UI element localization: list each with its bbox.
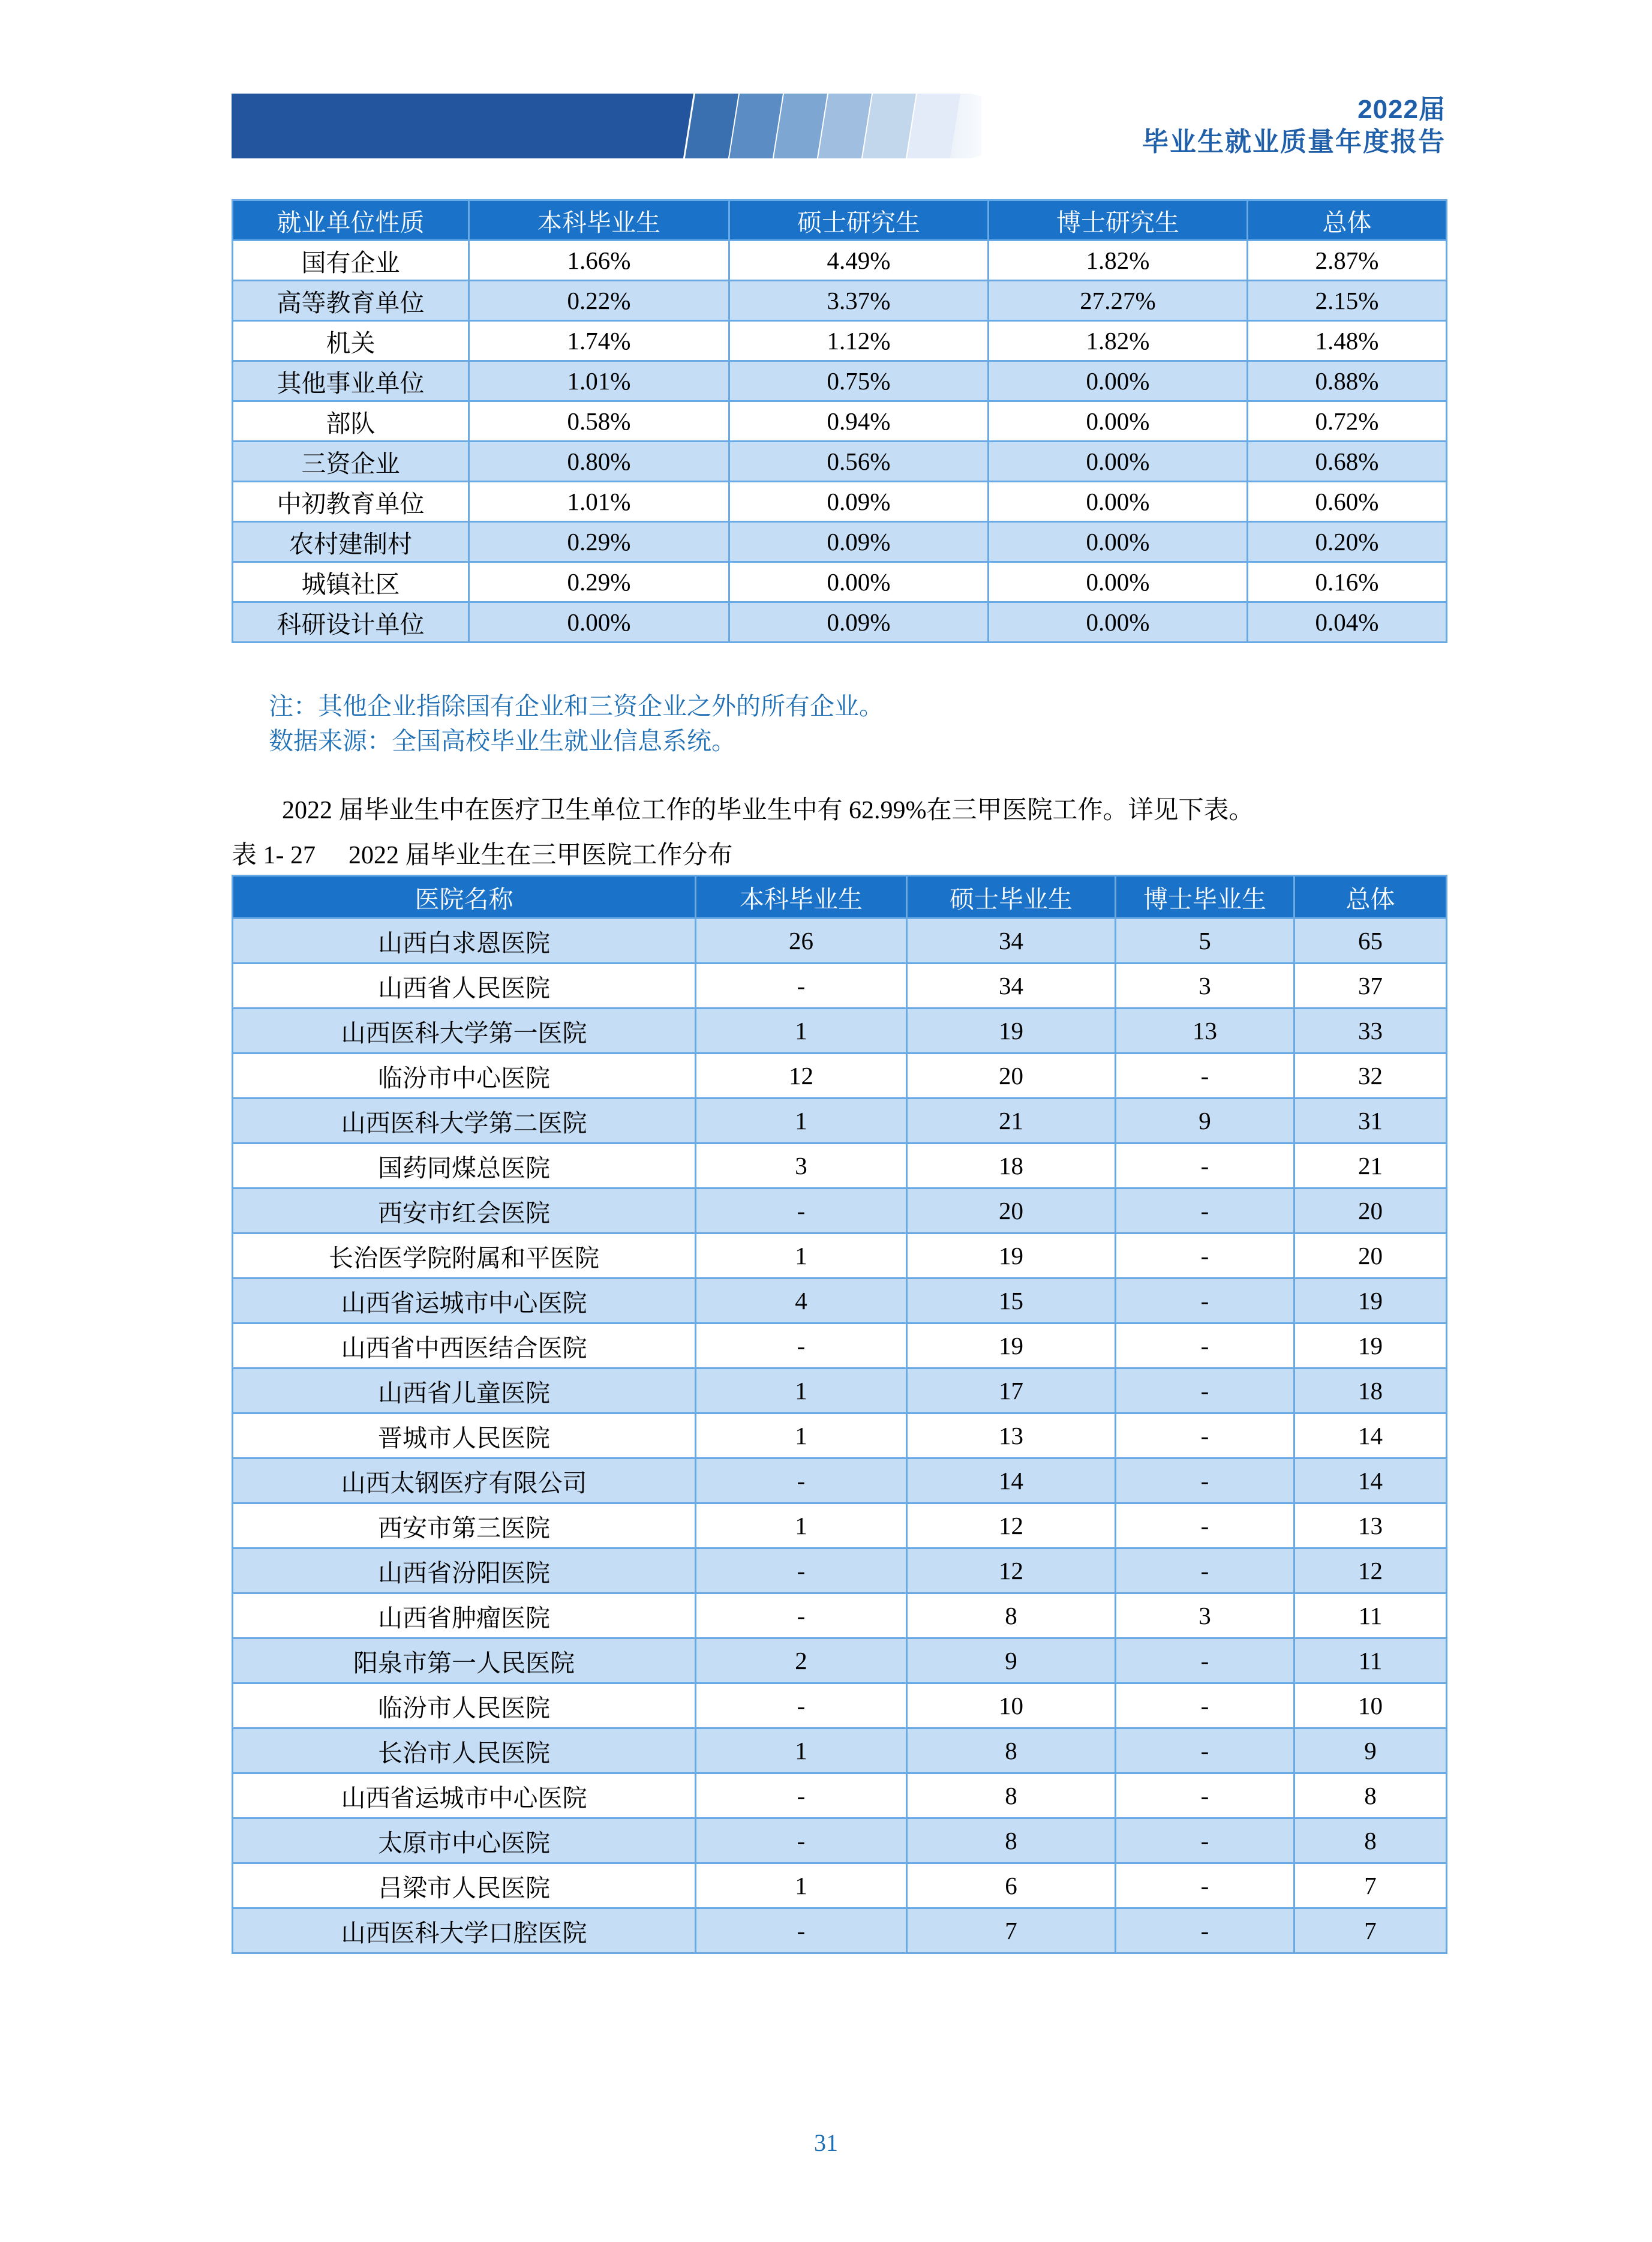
table-header-row [233, 200, 1447, 241]
row-value-cell: 12 [1294, 1548, 1447, 1593]
row-value-cell: 0.22% [469, 281, 729, 321]
table-row [233, 1413, 1447, 1458]
row-value-cell: 18 [1294, 1368, 1447, 1413]
row-value-cell: 65 [1294, 919, 1447, 964]
row-label-cell: 山西医科大学第一医院 [233, 1009, 696, 1054]
row-value-cell: 33 [1294, 1009, 1447, 1054]
table-row [233, 1863, 1447, 1908]
table-row [233, 1233, 1447, 1278]
col-header-total: 总体 [1248, 200, 1447, 241]
table2-caption-title: 2022 届毕业生在三甲医院工作分布 [349, 842, 733, 869]
row-label-cell: 山西省儿童医院 [233, 1368, 696, 1413]
row-value-cell: 2.15% [1248, 281, 1447, 321]
row-value-cell: 0.00% [989, 482, 1248, 522]
row-value-cell: 34 [907, 964, 1116, 1009]
row-label-cell: 山西省肿瘤医院 [233, 1593, 696, 1638]
row-value-cell: 1 [696, 1233, 907, 1278]
row-value-cell: 9 [1294, 1728, 1447, 1773]
row-value-cell: - [696, 1818, 907, 1863]
table-row [233, 1683, 1447, 1728]
table-row [233, 1638, 1447, 1683]
row-value-cell: 32 [1294, 1054, 1447, 1099]
row-value-cell: - [696, 964, 907, 1009]
table2-caption [232, 835, 733, 871]
table-row [233, 1548, 1447, 1593]
row-label-cell: 临汾市中心医院 [233, 1054, 696, 1099]
row-value-cell: 13 [907, 1413, 1116, 1458]
row-label-cell: 山西医科大学第二医院 [233, 1099, 696, 1143]
row-value-cell: - [1116, 1278, 1294, 1323]
table-row [233, 1593, 1447, 1638]
row-value-cell: 7 [907, 1908, 1116, 1953]
row-value-cell: 26 [696, 919, 907, 964]
row-value-cell: 19 [1294, 1278, 1447, 1323]
row-value-cell: 1 [696, 1099, 907, 1143]
row-value-cell: - [696, 1548, 907, 1593]
row-value-cell: 9 [907, 1638, 1116, 1683]
row-value-cell: 20 [907, 1188, 1116, 1233]
table-row [233, 522, 1447, 562]
row-value-cell: 0.00% [989, 361, 1248, 401]
table-row [233, 281, 1447, 321]
table-row [233, 321, 1447, 361]
header-report-title: 毕业生就业质量年度报告 [1142, 127, 1446, 157]
row-label-cell: 机关 [233, 321, 469, 361]
table-row [233, 1009, 1447, 1054]
row-value-cell: 1 [696, 1413, 907, 1458]
row-label-cell: 城镇社区 [233, 562, 469, 602]
row-value-cell: 1.01% [469, 482, 729, 522]
row-value-cell: - [1116, 1683, 1294, 1728]
row-value-cell: - [1116, 1458, 1294, 1503]
col-header-total: 总体 [1294, 876, 1447, 919]
row-value-cell: 0.68% [1248, 442, 1447, 482]
row-value-cell: 1 [696, 1863, 907, 1908]
row-value-cell: 8 [907, 1818, 1116, 1863]
row-value-cell: - [696, 1683, 907, 1728]
row-value-cell: 19 [907, 1009, 1116, 1054]
table-row [233, 1143, 1447, 1188]
row-value-cell: 0.00% [729, 562, 989, 602]
row-value-cell: 1 [696, 1009, 907, 1054]
row-value-cell: 27.27% [989, 281, 1248, 321]
row-value-cell: 5 [1116, 919, 1294, 964]
row-value-cell: 8 [907, 1593, 1116, 1638]
row-label-cell: 晋城市人民医院 [233, 1413, 696, 1458]
row-value-cell: 4 [696, 1278, 907, 1323]
table-row [233, 602, 1447, 643]
row-value-cell: - [1116, 1233, 1294, 1278]
row-label-cell: 科研设计单位 [233, 602, 469, 643]
row-label-cell: 临汾市人民医院 [233, 1683, 696, 1728]
row-value-cell: 6 [907, 1863, 1116, 1908]
table-row [233, 1908, 1447, 1953]
row-value-cell: 0.00% [989, 522, 1248, 562]
table-row [233, 401, 1447, 442]
row-value-cell: 1 [696, 1503, 907, 1548]
row-value-cell: 4.49% [729, 241, 989, 281]
table-row [233, 1458, 1447, 1503]
row-label-cell: 阳泉市第一人民医院 [233, 1638, 696, 1683]
row-value-cell: - [1116, 1863, 1294, 1908]
row-value-cell: 18 [907, 1143, 1116, 1188]
row-value-cell: 7 [1294, 1908, 1447, 1953]
row-value-cell: 0.60% [1248, 482, 1447, 522]
table-row [233, 1278, 1447, 1323]
banner-fade-edge [927, 94, 981, 158]
body-paragraph: 2022 届毕业生中在医疗卫生单位工作的毕业生中有 62.99%在三甲医院工作。详见下表。 [282, 797, 1254, 824]
row-label-cell: 长治医学院附属和平医院 [233, 1233, 696, 1278]
row-value-cell: 0.58% [469, 401, 729, 442]
row-value-cell: 1.12% [729, 321, 989, 361]
row-label-cell: 高等教育单位 [233, 281, 469, 321]
row-value-cell: - [696, 1188, 907, 1233]
row-label-cell: 山西省运城市中心医院 [233, 1278, 696, 1323]
top-hospitals-table [232, 875, 1447, 1954]
row-label-cell: 山西省运城市中心医院 [233, 1773, 696, 1818]
row-value-cell: 1.66% [469, 241, 729, 281]
row-value-cell: 0.16% [1248, 562, 1447, 602]
row-value-cell: 0.20% [1248, 522, 1447, 562]
page-header [232, 94, 1446, 167]
row-value-cell: 1.82% [989, 241, 1248, 281]
row-value-cell: 14 [907, 1458, 1116, 1503]
row-value-cell: - [1116, 1908, 1294, 1953]
row-value-cell: 1.48% [1248, 321, 1447, 361]
table-row [233, 241, 1447, 281]
row-value-cell: - [1116, 1188, 1294, 1233]
table-row [233, 1099, 1447, 1143]
row-value-cell: 2 [696, 1638, 907, 1683]
row-value-cell: 0.04% [1248, 602, 1447, 643]
row-value-cell: 12 [696, 1054, 907, 1099]
row-label-cell: 三资企业 [233, 442, 469, 482]
row-value-cell: 0.29% [469, 562, 729, 602]
table-row [233, 1503, 1447, 1548]
row-value-cell: 0.56% [729, 442, 989, 482]
table-row [233, 1054, 1447, 1099]
table-row [233, 1728, 1447, 1773]
row-value-cell: 3 [1116, 1593, 1294, 1638]
row-value-cell: 19 [907, 1323, 1116, 1368]
row-value-cell: 0.00% [469, 602, 729, 643]
row-label-cell: 太原市中心医院 [233, 1818, 696, 1863]
row-value-cell: 0.88% [1248, 361, 1447, 401]
row-value-cell: - [1116, 1548, 1294, 1593]
col-header-unit-type: 就业单位性质 [233, 200, 469, 241]
row-value-cell: 8 [1294, 1773, 1447, 1818]
row-value-cell: 0.94% [729, 401, 989, 442]
row-value-cell: 8 [907, 1728, 1116, 1773]
row-value-cell: - [1116, 1323, 1294, 1368]
row-value-cell: 21 [907, 1099, 1116, 1143]
row-value-cell: 1.74% [469, 321, 729, 361]
col-header-master: 硕士研究生 [729, 200, 989, 241]
row-value-cell: 3 [1116, 964, 1294, 1009]
row-value-cell: 8 [907, 1773, 1116, 1818]
row-value-cell: - [696, 1323, 907, 1368]
row-value-cell: - [1116, 1818, 1294, 1863]
row-label-cell: 长治市人民医院 [233, 1728, 696, 1773]
row-value-cell: 11 [1294, 1593, 1447, 1638]
row-value-cell: 0.09% [729, 482, 989, 522]
row-label-cell: 山西医科大学口腔医院 [233, 1908, 696, 1953]
row-label-cell: 山西省汾阳医院 [233, 1548, 696, 1593]
row-value-cell: 11 [1294, 1638, 1447, 1683]
note-source: 数据来源：全国高校毕业生就业信息系统。 [269, 727, 736, 755]
col-header-hospital-name: 医院名称 [233, 876, 696, 919]
table-notes [269, 689, 884, 758]
row-value-cell: - [696, 1773, 907, 1818]
row-value-cell: - [1116, 1413, 1294, 1458]
header-banner-graphic [232, 94, 981, 158]
col-header-bachelor: 本科毕业生 [696, 876, 907, 919]
header-title-group [1142, 94, 1446, 158]
row-value-cell: 12 [907, 1503, 1116, 1548]
row-label-cell: 山西白求恩医院 [233, 919, 696, 964]
row-value-cell: 1 [696, 1728, 907, 1773]
row-label-cell: 山西省中西医结合医院 [233, 1323, 696, 1368]
table-row [233, 361, 1447, 401]
row-value-cell: 7 [1294, 1863, 1447, 1908]
row-value-cell: 0.72% [1248, 401, 1447, 442]
table2-caption-number: 表 1- 27 [232, 842, 316, 869]
row-label-cell: 西安市红会医院 [233, 1188, 696, 1233]
row-value-cell: 13 [1116, 1009, 1294, 1054]
banner-solid-block [232, 94, 693, 158]
row-value-cell: 3 [696, 1143, 907, 1188]
row-label-cell: 农村建制村 [233, 522, 469, 562]
row-value-cell: 0.00% [989, 401, 1248, 442]
row-value-cell: 0.00% [989, 442, 1248, 482]
row-value-cell: 21 [1294, 1143, 1447, 1188]
row-value-cell: 13 [1294, 1503, 1447, 1548]
employment-unit-type-table [232, 199, 1447, 643]
row-value-cell: - [1116, 1728, 1294, 1773]
table-row [233, 1323, 1447, 1368]
row-value-cell: 0.00% [989, 562, 1248, 602]
col-header-master: 硕士毕业生 [907, 876, 1116, 919]
row-value-cell: 0.00% [989, 602, 1248, 643]
table-row [233, 482, 1447, 522]
row-value-cell: 19 [1294, 1323, 1447, 1368]
table-row [233, 562, 1447, 602]
row-label-cell: 西安市第三医院 [233, 1503, 696, 1548]
row-value-cell: - [1116, 1773, 1294, 1818]
page-number: 31 [814, 2129, 838, 2156]
row-value-cell: 1.82% [989, 321, 1248, 361]
row-label-cell: 部队 [233, 401, 469, 442]
table-row [233, 919, 1447, 964]
row-value-cell: 1 [696, 1368, 907, 1413]
row-value-cell: - [696, 1458, 907, 1503]
row-value-cell: - [1116, 1638, 1294, 1683]
row-value-cell: 17 [907, 1368, 1116, 1413]
row-value-cell: 10 [1294, 1683, 1447, 1728]
row-value-cell: 34 [907, 919, 1116, 964]
table-header-row [233, 876, 1447, 919]
row-value-cell: - [1116, 1054, 1294, 1099]
table-row [233, 1818, 1447, 1863]
row-value-cell: 0.09% [729, 522, 989, 562]
row-value-cell: 20 [1294, 1233, 1447, 1278]
row-label-cell: 山西太钢医疗有限公司 [233, 1458, 696, 1503]
col-header-doctor: 博士毕业生 [1116, 876, 1294, 919]
row-value-cell: - [1116, 1368, 1294, 1413]
row-value-cell: 1.01% [469, 361, 729, 401]
table-row [233, 1188, 1447, 1233]
row-value-cell: 10 [907, 1683, 1116, 1728]
row-value-cell: 0.80% [469, 442, 729, 482]
row-value-cell: 14 [1294, 1458, 1447, 1503]
row-label-cell: 国药同煤总医院 [233, 1143, 696, 1188]
row-value-cell: 37 [1294, 964, 1447, 1009]
table-row [233, 1773, 1447, 1818]
table-row [233, 964, 1447, 1009]
row-value-cell: 31 [1294, 1099, 1447, 1143]
row-value-cell: 20 [907, 1054, 1116, 1099]
row-value-cell: 0.29% [469, 522, 729, 562]
row-value-cell: - [696, 1908, 907, 1953]
row-value-cell: - [1116, 1143, 1294, 1188]
row-label-cell: 中初教育单位 [233, 482, 469, 522]
col-header-bachelor: 本科毕业生 [469, 200, 729, 241]
row-value-cell: 8 [1294, 1818, 1447, 1863]
row-label-cell: 吕梁市人民医院 [233, 1863, 696, 1908]
row-value-cell: - [696, 1593, 907, 1638]
row-value-cell: 9 [1116, 1099, 1294, 1143]
table-row [233, 442, 1447, 482]
table-row [233, 1368, 1447, 1413]
col-header-doctor: 博士研究生 [989, 200, 1248, 241]
note-text: 注：其他企业指除国有企业和三资企业之外的所有企业。 [269, 692, 884, 720]
row-value-cell: 20 [1294, 1188, 1447, 1233]
row-value-cell: 0.75% [729, 361, 989, 401]
row-value-cell: 0.09% [729, 602, 989, 643]
row-label-cell: 其他事业单位 [233, 361, 469, 401]
row-value-cell: 14 [1294, 1413, 1447, 1458]
header-year-label: 2022届 [1357, 95, 1446, 124]
row-value-cell: 3.37% [729, 281, 989, 321]
row-label-cell: 山西省人民医院 [233, 964, 696, 1009]
row-value-cell: 15 [907, 1278, 1116, 1323]
row-label-cell: 国有企业 [233, 241, 469, 281]
row-value-cell: - [1116, 1503, 1294, 1548]
row-value-cell: 12 [907, 1548, 1116, 1593]
row-value-cell: 19 [907, 1233, 1116, 1278]
row-value-cell: 2.87% [1248, 241, 1447, 281]
